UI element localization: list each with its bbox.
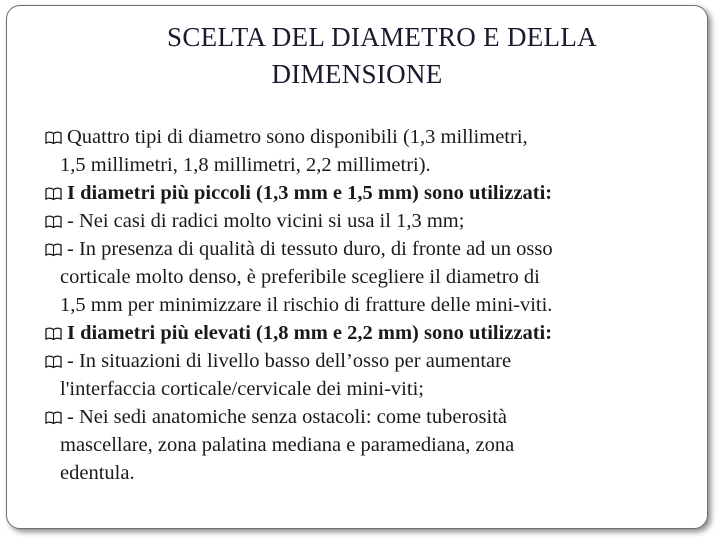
bullet-item — [45, 207, 709, 235]
slide-title — [7, 19, 707, 93]
bullet-text-line: mascellare, zona palatina mediana e paramediana, zona — [60, 434, 515, 456]
book-bullet-icon — [45, 186, 62, 201]
bullet-text-line: I diametri più elevati (1,8 mm e 2,2 mm) sono utilizzati: — [67, 322, 553, 344]
book-bullet-icon — [45, 242, 62, 257]
book-bullet-icon — [45, 354, 62, 369]
book-bullet-icon — [45, 410, 62, 425]
bullet-item — [45, 179, 709, 207]
bullet-text-line: Quattro tipi di diametro sono disponibili (1,3 millimetri, — [67, 126, 528, 148]
bullet-text-line: corticale molto denso, è preferibile scegliere il diametro di — [60, 266, 540, 288]
bullet-text-line: - Nei sedi anatomiche senza ostacoli: come tuberosità — [67, 406, 508, 428]
bullet-text-line: 1,5 mm per minimizzare il rischio di fratture delle mini-viti. — [60, 294, 553, 316]
bullet-text-line: - In situazioni di livello basso dell’osso per aumentare — [67, 350, 512, 372]
bullet-item — [45, 403, 709, 487]
book-bullet-icon — [45, 214, 62, 229]
bullet-list — [45, 123, 709, 487]
bullet-item — [45, 347, 709, 403]
book-bullet-icon — [45, 130, 62, 145]
book-bullet-icon — [45, 326, 62, 341]
bullet-item — [45, 123, 709, 179]
bullet-text-line: l'interfaccia corticale/cervicale dei mini-viti; — [60, 378, 424, 400]
bullet-text-line: edentula. — [60, 462, 135, 484]
bullet-text-line: 1,5 millimetri, 1,8 millimetri, 2,2 millimetri). — [60, 154, 431, 176]
title-line-2: DIMENSIONE — [271, 59, 443, 89]
bullet-item — [45, 235, 709, 319]
title-line-1: SCELTA DEL DIAMETRO E DELLA — [167, 22, 597, 52]
bullet-item — [45, 319, 709, 347]
slide-frame — [6, 5, 708, 529]
bullet-text-line: - In presenza di qualità di tessuto duro, di fronte ad un osso — [67, 238, 553, 260]
bullet-text-line: - Nei casi di radici molto vicini si usa il 1,3 mm; — [67, 210, 465, 232]
bullet-text-line: I diametri più piccoli (1,3 mm e 1,5 mm) sono utilizzati: — [67, 182, 553, 204]
